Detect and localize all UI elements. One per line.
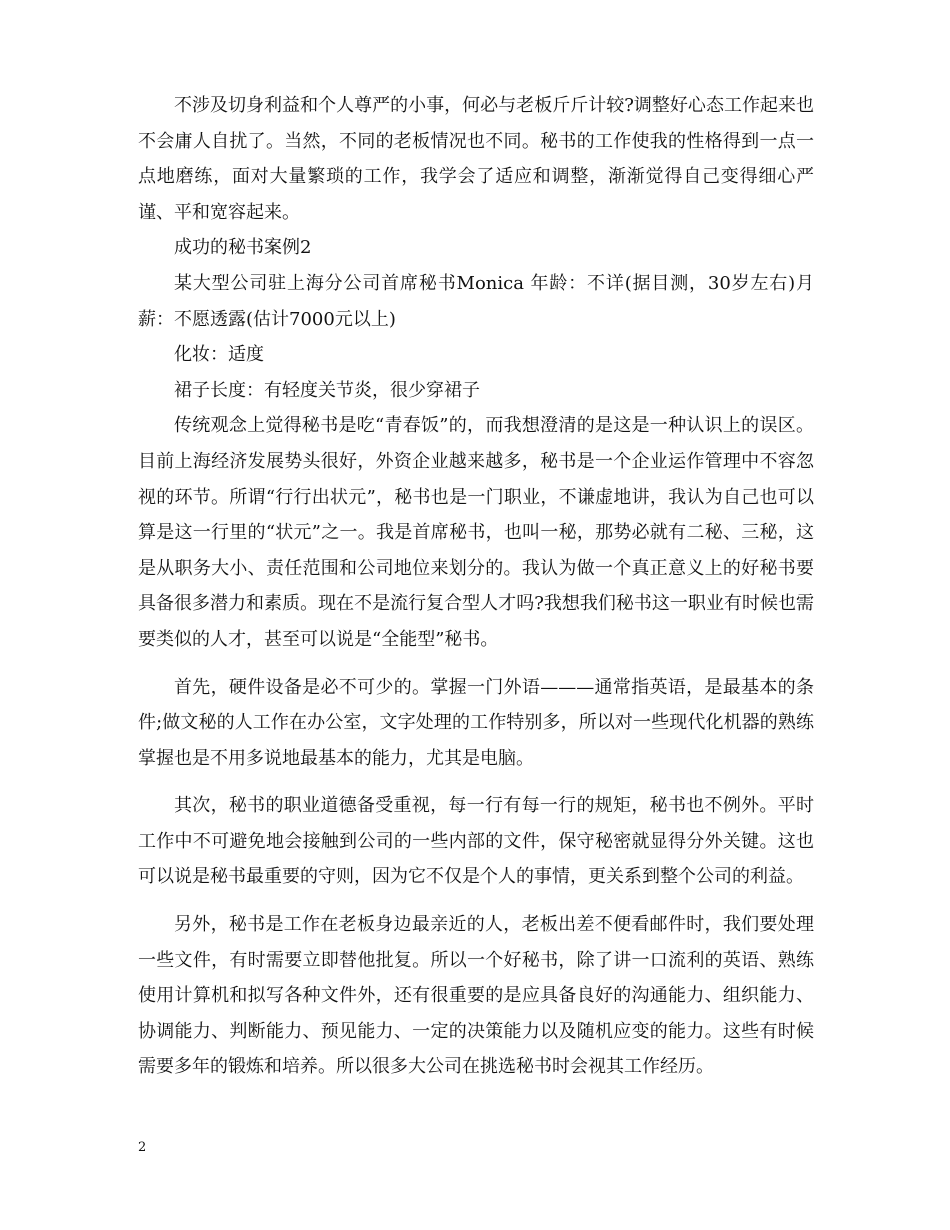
paragraph: 其次，秘书的职业道德备受重视，每一行有每一行的规矩，秘书也不例外。平时工作中不可避免地会接触到公司的一些内部的文件，保守秘密就显得分外关键。这也可以说是秘书最重要的守则，因为它不仅是个人的事情，更关系到整个公司的利益。 (138, 795, 814, 888)
paragraph: 首先，硬件设备是必不可少的。掌握一门外语———通常指英语，是最基本的条件;做文秘的人工作在办公室，文字处理的工作特别多，所以对一些现代化机器的熟练掌握也是不用多说地最基本的能力，尤其是电脑。 (138, 676, 814, 769)
paragraph: 某大型公司驻上海分公司首席秘书Monica 年龄：不详(据目测，30岁左右)月薪：不愿透露(估计7000元以上) (138, 272, 814, 330)
document-body (138, 88, 814, 1085)
paragraph: 不涉及切身利益和个人尊严的小事，何必与老板斤斤计较?调整好心态工作起来也不会庸人自扰了。当然，不同的老板情况也不同。秘书的工作使我的性格得到一点一点地磨练，面对大量繁琐的工作，我学会了适应和调整，渐渐觉得自己变得细心严谨、平和宽容起来。 (138, 95, 814, 223)
paragraph: 裙子长度：有轻度关节炎，很少穿裙子 (174, 379, 480, 401)
section-heading: 成功的秘书案例2 (174, 237, 312, 259)
paragraph: 传统观念上觉得秘书是吃“青春饭”的，而我想澄清的是这是一种认识上的误区。目前上海经济发展势头很好，外资企业越来越多，秘书是一个企业运作管理中不容忽视的环节。所谓“行行出状元”，秘书也是一门职业，不谦虚地讲，我认为自己也可以算是这一行里的“状元”之一。我是首席秘书，也叫一秘，那势必就有二秘、三秘，这是从职务大小、责任范围和公司地位来划分的。我认为做一个真正意义上的好秘书要具备很多潜力和素质。现在不是流行复合型人才吗?我想我们秘书这一职业有时候也需要类似的人才，甚至可以说是“全能型”秘书。 (138, 415, 814, 650)
paragraph: 另外，秘书是工作在老板身边最亲近的人，老板出差不便看邮件时，我们要处理一些文件，有时需要立即替他批复。所以一个好秘书，除了讲一口流利的英语、熟练使用计算机和拟写各种文件外，还有很重要的是应具备良好的沟通能力、组织能力、协调能力、判断能力、预见能力、一定的决策能力以及随机应变的能力。这些有时候需要多年的锻炼和培养。所以很多大公司在挑选秘书时会视其工作经历。 (138, 914, 814, 1078)
paragraph: 化妆：适度 (174, 344, 264, 366)
page-number: 2 (138, 1140, 147, 1155)
